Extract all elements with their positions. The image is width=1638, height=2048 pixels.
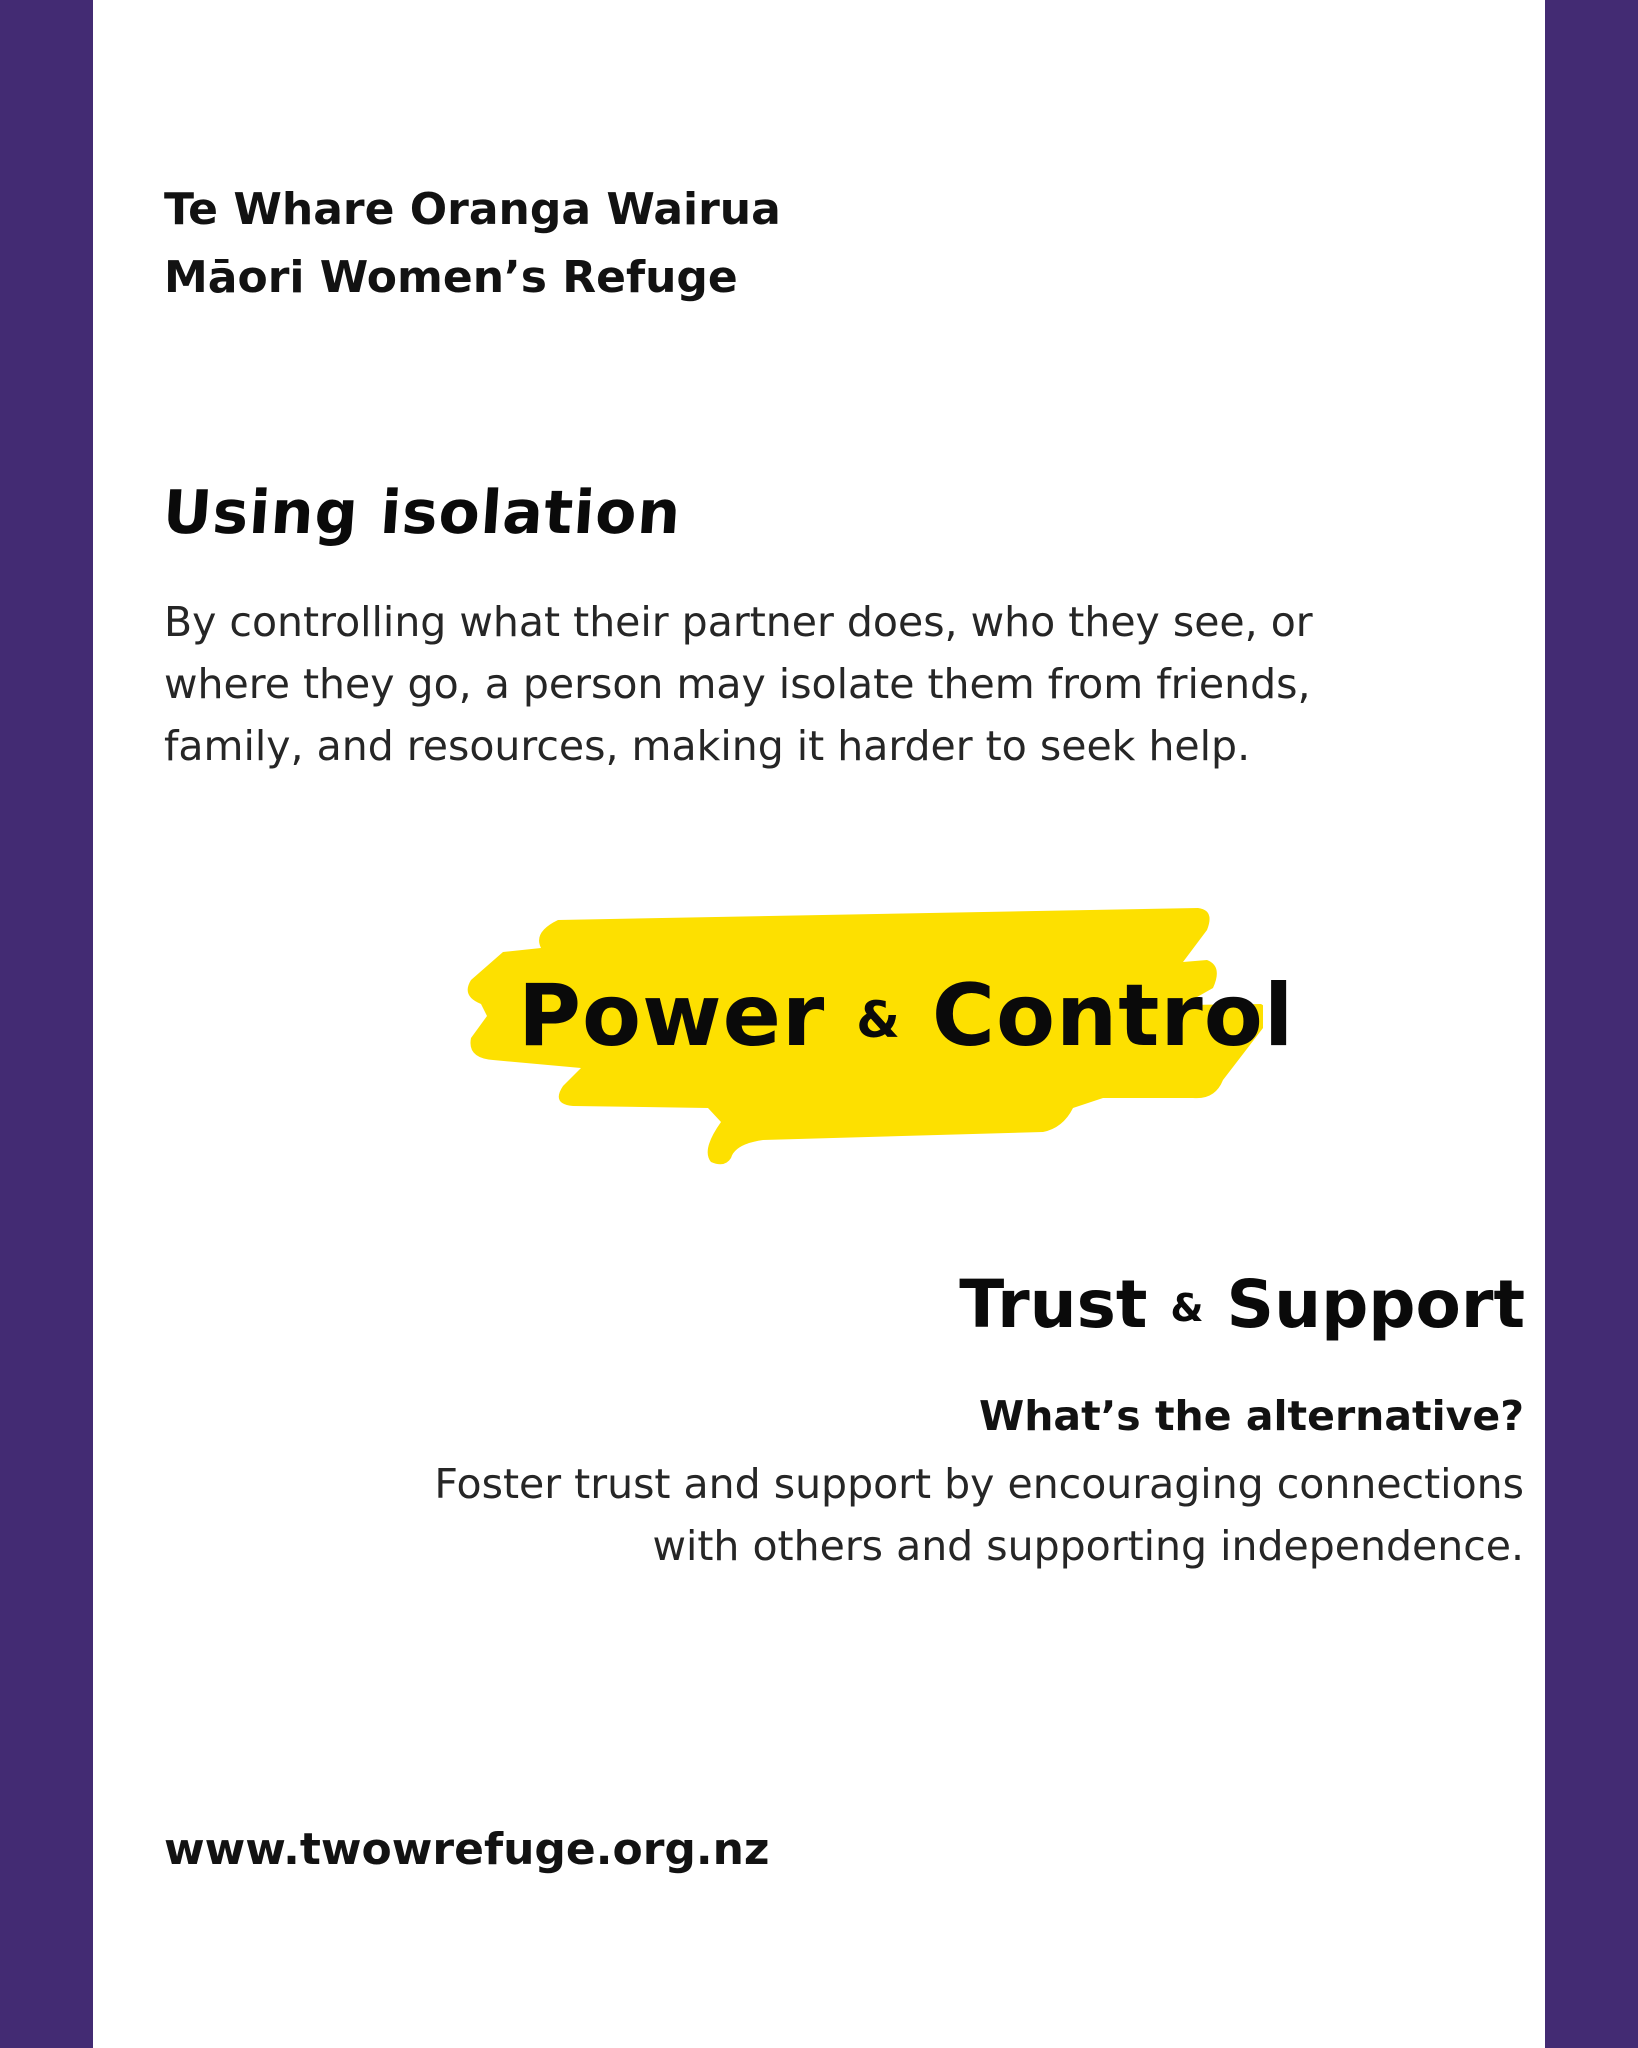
control-word: Control: [931, 966, 1295, 1066]
isolation-description: [164, 591, 1313, 777]
poster-card: [93, 0, 1545, 2048]
alternative-line: with others and supporting independence.: [652, 1522, 1524, 1570]
website-url: www.twowrefuge.org.nz: [164, 1824, 770, 1875]
alternative-line: Foster trust and support by encouraging connections: [434, 1460, 1524, 1508]
alternative-description: [434, 1453, 1524, 1577]
organisation-line-2: Māori Women’s Refuge: [164, 252, 738, 303]
ampersand: &: [856, 991, 901, 1049]
alternative-question: What’s the alternative?: [979, 1392, 1524, 1440]
trust-support-heading: [959, 1266, 1525, 1343]
power-control-title: [518, 966, 1294, 1066]
isolation-line: where they go, a person may isolate them from friends,: [164, 660, 1311, 708]
support-word: Support: [1226, 1266, 1525, 1343]
power-word: Power: [518, 966, 826, 1066]
ampersand: &: [1170, 1286, 1204, 1330]
isolation-line: family, and resources, making it harder to seek help.: [164, 722, 1251, 770]
isolation-heading: Using isolation: [160, 478, 684, 548]
trust-word: Trust: [959, 1266, 1148, 1343]
isolation-line: By controlling what their partner does, who they see, or: [164, 598, 1313, 646]
organisation-line-1: Te Whare Oranga Wairua: [164, 184, 781, 235]
organisation-name: [164, 176, 781, 312]
